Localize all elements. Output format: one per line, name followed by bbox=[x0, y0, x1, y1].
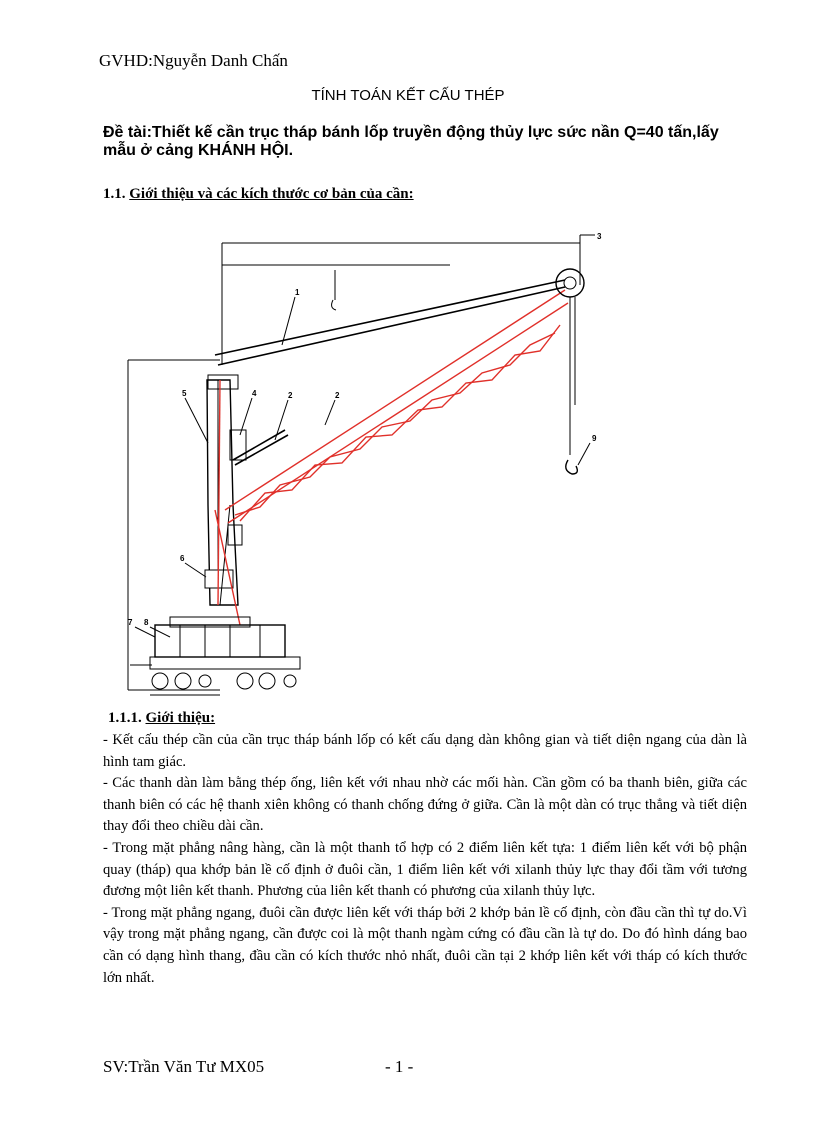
undercarriage bbox=[130, 617, 300, 689]
callout-label: 7 bbox=[128, 618, 133, 627]
callout-label: 9 bbox=[592, 434, 597, 443]
callout-label: 2 bbox=[288, 391, 293, 400]
callout-label: 4 bbox=[252, 389, 257, 398]
callout-label: 6 bbox=[180, 554, 185, 563]
boom-lattice bbox=[215, 290, 568, 625]
callout-label: 5 bbox=[182, 389, 187, 398]
callout-label: 3 bbox=[597, 232, 602, 241]
paragraph: - Trong mặt phẳng ngang, đuôi cần được liên kết với tháp bởi 2 khớp bản lề cố định, còn đầu cần thì tự do.Vì vậy trong mặt phẳng ngang, cần được coi là một thanh ngàm cứng có đầu cần là tự do. Do đó hình dáng bao cần có dạng hình thang, đầu cần có kích thước nhỏ nhất, đuôi cần tại 2 khớp liên kết với tháp có kích thước lớn nhất. bbox=[103, 904, 747, 986]
subsection-heading bbox=[108, 710, 215, 727]
callout-label: 8 bbox=[144, 618, 149, 627]
paragraph: - Các thanh dàn làm bằng thép ống, liên kết với nhau nhờ các mối hàn. Cần gồm có ba thanh biên, giữa các thanh biên có các hệ thanh xiên không có thanh chống đứng ở giữa. Cần là một dàn có trục thẳng và tiết diện thay đổi theo chiều dài cần. bbox=[103, 775, 747, 835]
section-number: 1.1. bbox=[103, 186, 130, 202]
callout-label: 2 bbox=[335, 391, 340, 400]
paragraph: - Kết cấu thép cần của cần trục tháp bánh lốp có kết cấu dạng dàn không gian và tiết diện ngang của dàn là hình tam giác. bbox=[103, 732, 747, 770]
section-title: Giới thiệu và các kích thước cơ bản của cần: bbox=[129, 186, 414, 202]
subsection-number: 1.1.1. bbox=[108, 710, 146, 726]
body-text bbox=[103, 730, 747, 989]
callout-label: 1 bbox=[295, 288, 300, 297]
topic-statement: Đề tài:Thiết kế cần trục tháp bánh lốp truyền động thủy lực sức nần Q=40 tấn,lấy mẫu ở cảng KHÁNH HỘI. bbox=[103, 124, 719, 159]
paragraph: - Trong mặt phẳng nâng hàng, cần là một thanh tổ hợp có 2 điểm liên kết tựa: 1 điểm liên kết với bộ phận quay (tháp) qua khớp bản lề cố định ở đuôi cần, 1 điểm liên kết với xilanh thủy lực thay đổi tầm với tương đương một liên kết thanh. Phương của liên kết thanh có phương của xilanh thủy lực. bbox=[103, 839, 747, 900]
section-heading bbox=[103, 186, 414, 203]
boom-head bbox=[332, 269, 584, 474]
footer-student: SV:Trần Văn Tư MX05 bbox=[103, 1057, 265, 1076]
crane-drawing bbox=[110, 225, 630, 710]
header-instructor: GVHD:Nguyễn Danh Chấn bbox=[99, 51, 288, 70]
page-title: TÍNH TOÁN KẾT CẤU THÉP bbox=[311, 87, 505, 104]
subsection-title: Giới thiệu: bbox=[145, 710, 216, 726]
page-number: - 1 - bbox=[385, 1057, 414, 1076]
